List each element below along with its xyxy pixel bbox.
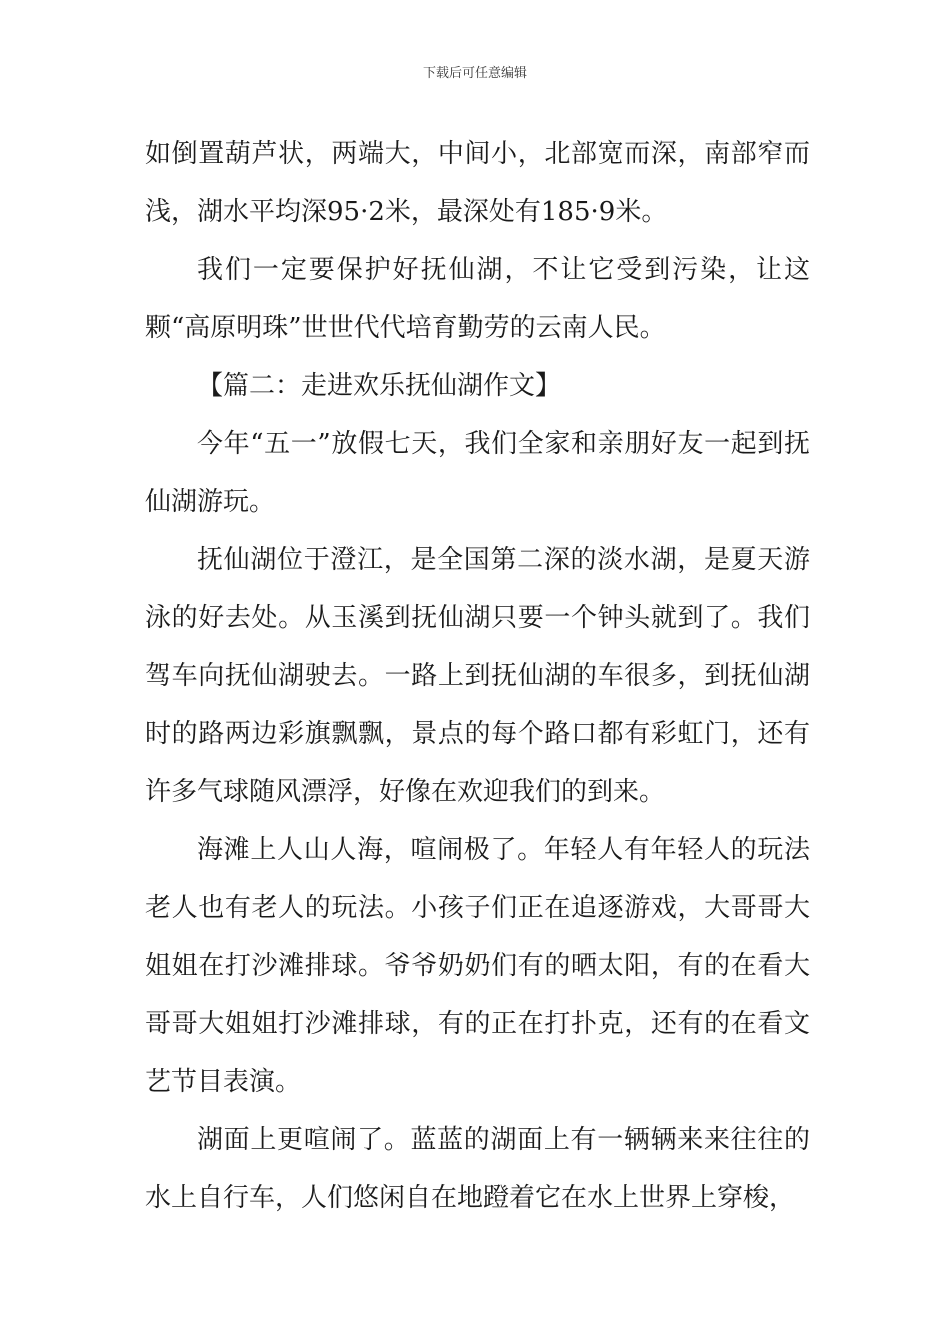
paragraph-1: 如倒置葫芦状，两端大，中间小，北部宽而深，南部窄而浅，湖水平均深95·2米，最深处有185·9米。: [145, 139, 810, 227]
page-header: 下载后可任意编辑: [422, 66, 527, 81]
paragraph-6: 湖面上更喧闹了。蓝蓝的湖面上有一辆辆来来往往的水上自行车，人们悠闲自在地蹬着它在水上世界上穿梭，: [145, 1125, 810, 1213]
section-heading: 【篇二：走进欢乐抚仙湖作文】: [197, 371, 562, 401]
paragraph-4: 抚仙湖位于澄江，是全国第二深的淡水湖，是夏天游泳的好去处。从玉溪到抚仙湖只要一个钟头就到了。我们驾车向抚仙湖驶去。一路上到抚仙湖的车很多，到抚仙湖时的路两边彩旗飘飘，景点的每个路口都有彩虹门，还有许多气球随风漂浮，好像在欢迎我们的到来。: [145, 545, 810, 807]
paragraph-5: 海滩上人山人海，喧闹极了。年轻人有年轻人的玩法老人也有老人的玩法。小孩子们正在追逐游戏，大哥哥大姐姐在打沙滩排球。爷爷奶奶们有的晒太阳，有的在看大哥哥大姐姐打沙滩排球，有的正在打扑克，还有的在看文艺节目表演。: [145, 835, 810, 1097]
paragraph-3: 今年“五一”放假七天，我们全家和亲朋好友一起到抚仙湖游玩。: [145, 429, 810, 517]
document-body: [145, 125, 810, 1227]
paragraph-2: 我们一定要保护好抚仙湖，不让它受到污染，让这颗“高原明珠”世世代代培育勤劳的云南人民。: [145, 255, 810, 343]
